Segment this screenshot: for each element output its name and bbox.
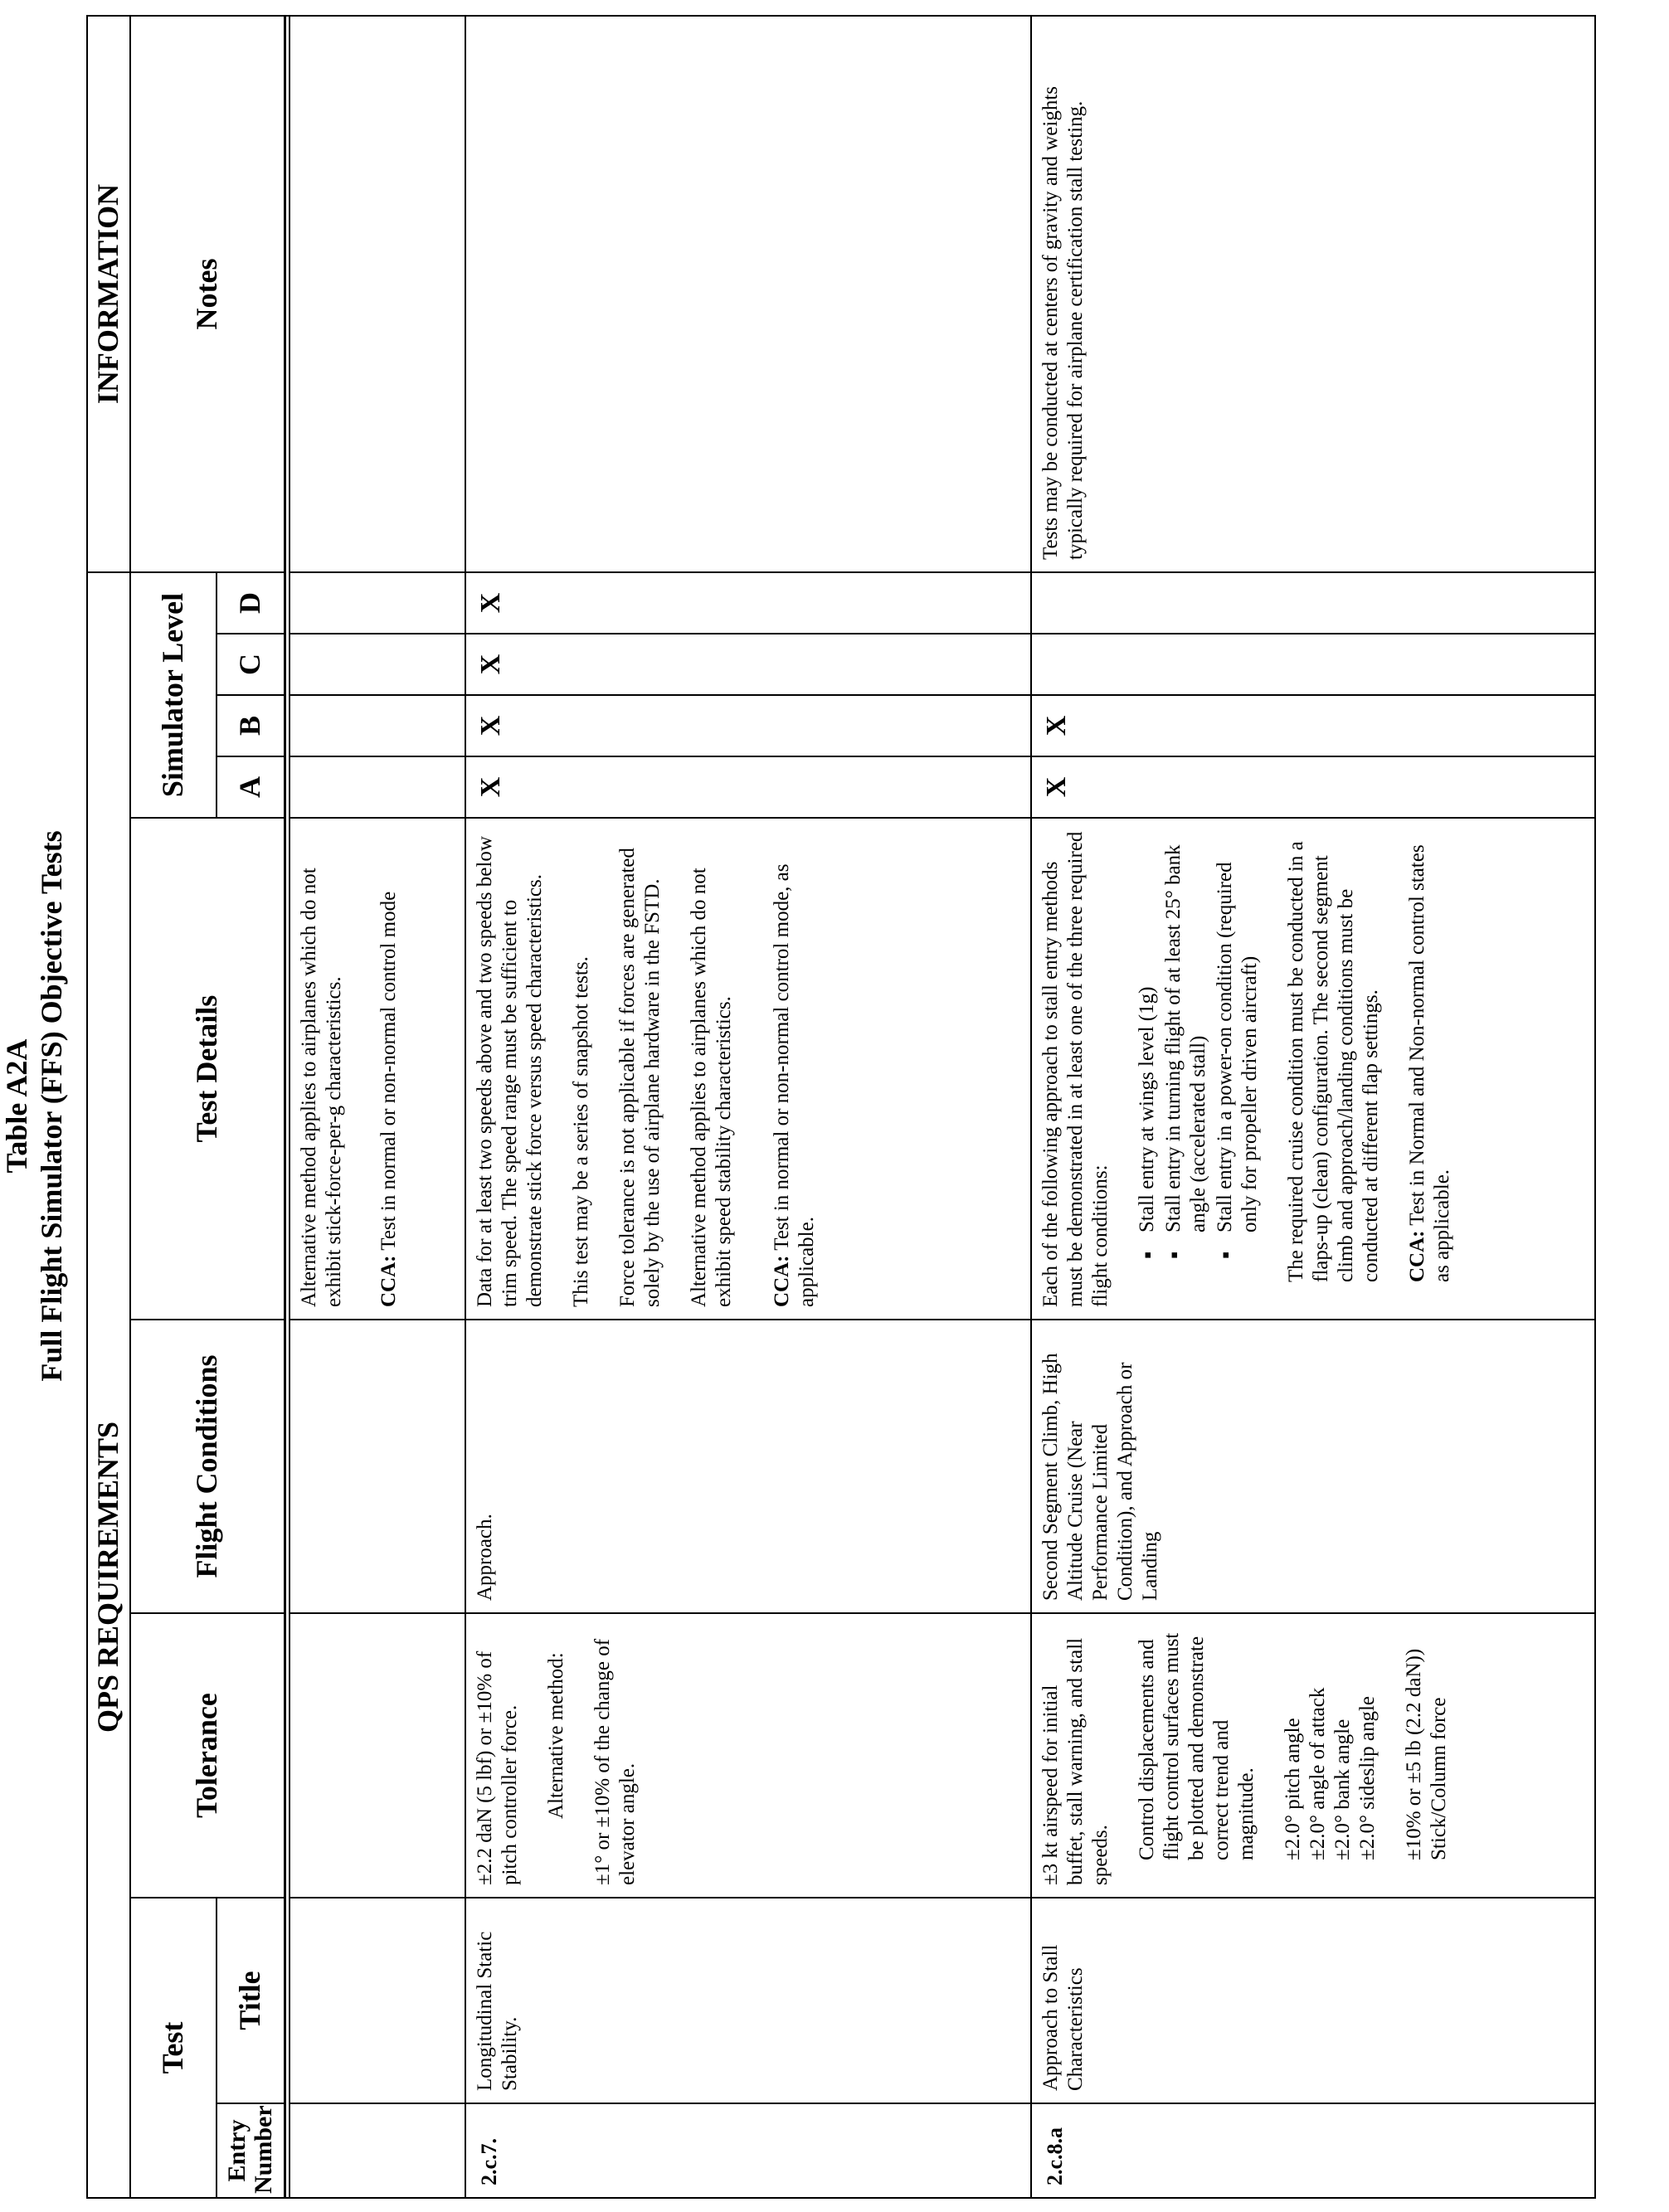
details-cca — [1405, 830, 1455, 1307]
details-cell — [1031, 818, 1595, 1320]
information-header: INFORMATION — [87, 16, 130, 572]
notes-cell: Tests may be conducted at centers of gravity and weights typically required for airplane certification stall testing. — [1031, 16, 1595, 572]
level-c-mark — [1031, 634, 1595, 695]
test-details-header: Test Details — [130, 818, 285, 1320]
level-b-mark — [290, 695, 465, 756]
details-cca — [770, 830, 820, 1307]
level-a-mark: X — [465, 756, 1031, 818]
table-row — [1031, 16, 1595, 2198]
level-b-mark: X — [1031, 695, 1595, 756]
tolerance-line: Alternative method: — [545, 1652, 567, 1819]
stall-entry-list — [1135, 830, 1263, 1307]
list-item: ▪ Stall entry in turning flight of at least 25° bank angle (accelerated stall) — [1161, 830, 1211, 1232]
qps-requirements-header: QPS REQUIREMENTS — [87, 572, 130, 2198]
level-c-mark: X — [465, 634, 1031, 695]
level-b-header: B — [217, 695, 285, 756]
details-paragraph: The required cruise condition must be conducted in a flaps-up (clean) configuration. The second segment climb and approach/landing conditions must be conducted at different flap settings. — [1285, 841, 1382, 1282]
level-a-mark: X — [1031, 756, 1595, 818]
cca-text: Test in normal or non-normal control mode, as applicable. — [771, 863, 818, 1307]
table-row — [290, 16, 465, 2198]
simulator-level-header: Simulator Level — [130, 572, 217, 818]
flight-conditions-header: Flight Conditions — [130, 1320, 285, 1613]
entry-number: 2.c.8.a — [1031, 2103, 1595, 2198]
details-paragraph: Data for at least two speeds above and two speeds below trim speed. The speed range must be sufficient to demonstrate stick force versus speed characteristics. — [474, 836, 546, 1307]
notes-cell — [465, 16, 1031, 572]
entry-number: 2.c.7. — [465, 2103, 1031, 2198]
level-d-mark — [1031, 572, 1595, 634]
tolerance-cell — [290, 1613, 465, 1898]
level-d-mark: X — [465, 572, 1031, 634]
level-a-mark — [290, 756, 465, 818]
conditions-cell — [290, 1320, 465, 1613]
tolerance-cell — [465, 1613, 1031, 1898]
cca-label: CCA: — [1406, 1230, 1428, 1282]
details-paragraph: This test may be a series of snapshot tests. — [570, 956, 592, 1307]
list-item: ▪ Stall entry in a power-on condition (required only for propeller driven aircraft) — [1213, 830, 1263, 1232]
cca-label: CCA: — [771, 1255, 793, 1307]
notes-cell — [290, 16, 465, 572]
tolerance-cell — [1031, 1613, 1595, 1898]
conditions-cell: Second Segment Climb, High Altitude Cruise (Near Performance Limited Condition), and Approach or Landing — [1031, 1320, 1595, 1613]
cca-label: CCA: — [377, 1255, 400, 1307]
table-title: Table A2A — [0, 1038, 33, 1174]
tolerance-header: Tolerance — [130, 1613, 285, 1898]
test-title: Longitudinal Static Stability. — [465, 1898, 1031, 2103]
table-subtitle: Full Flight Simulator (FFS) Objective Tests — [35, 830, 68, 1382]
test-header: Test — [130, 1898, 217, 2198]
details-cell — [290, 818, 465, 1320]
details-cca — [377, 830, 401, 1307]
list-item: ▪ Stall entry at wings level (1g) — [1135, 830, 1160, 1232]
tolerance-line: Control displacements and flight control surfaces must be plotted and demonstrate correct trend and magnitude. — [1136, 1632, 1258, 1860]
level-d-mark — [290, 572, 465, 634]
tolerance-line: ±1° or ±10% of the change of elevator angle. — [591, 1638, 639, 1885]
level-a-header: A — [217, 756, 285, 818]
conditions-cell: Approach. — [465, 1320, 1031, 1613]
notes-header: Notes — [130, 16, 285, 572]
details-paragraph: Alternative method applies to airplanes which do not exhibit speed stability characteristics. — [688, 868, 735, 1307]
cca-text: Test in Normal and Non-normal control states as applicable. — [1406, 844, 1453, 1282]
tolerance-line: ±2.2 daN (5 lbf) or ±10% of pitch controller force. — [474, 1650, 521, 1885]
level-c-mark — [290, 634, 465, 695]
level-c-header: C — [217, 634, 285, 695]
details-paragraph: Force tolerance is not applicable if forces are generated solely by the use of airplane hardware in the FSTD. — [616, 848, 664, 1307]
tolerance-line: ±2.0° pitch angle ±2.0° angle of attack ±2.0° bank angle ±2.0° sideslip angle — [1282, 1687, 1379, 1860]
details-paragraph: Each of the following approach to stall entry methods must be demonstrated in at least one of the three required flight conditions: — [1039, 831, 1112, 1307]
tolerance-line: ±10% or ±5 lb (2.2 daN)) Stick/Column force — [1403, 1648, 1450, 1860]
cca-text: Test in normal or non-normal control mode — [377, 891, 400, 1256]
table-row — [465, 16, 1031, 2198]
test-title: Approach to Stall Characteristics — [1031, 1898, 1595, 2103]
entry-number — [290, 2103, 465, 2198]
title-header: Title — [217, 1898, 285, 2103]
tolerance-line: ±3 kt airspeed for initial buffet, stall warning, and stall speeds. — [1039, 1637, 1112, 1885]
details-cell — [465, 818, 1031, 1320]
test-title — [290, 1898, 465, 2103]
level-b-mark: X — [465, 695, 1031, 756]
details-paragraph: Alternative method applies to airplanes which do not exhibit stick-force-per-g characteristics. — [298, 868, 345, 1307]
objective-tests-table — [86, 15, 1596, 2199]
level-d-header: D — [217, 572, 285, 634]
entry-number-header: Entry Number — [217, 2103, 285, 2198]
